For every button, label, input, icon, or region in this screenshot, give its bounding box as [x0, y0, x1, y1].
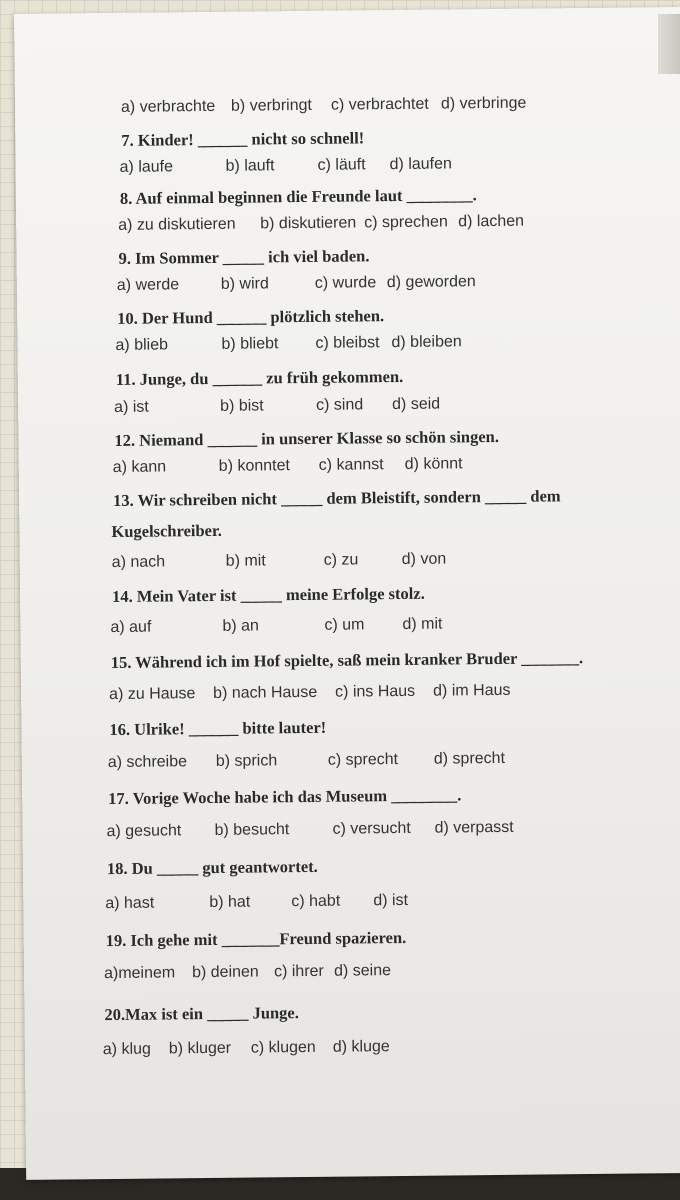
- option-a[interactable]: a) zu Hause: [109, 685, 196, 704]
- options-row-q11: [114, 394, 634, 416]
- question-20-prompt: 20.Max ist ein _____ Junge.: [104, 1003, 299, 1025]
- options-row-q7: [119, 153, 640, 176]
- option-a[interactable]: a) hast: [105, 894, 155, 913]
- question-18-prompt: 18. Du _____ gut geantwortet.: [106, 856, 318, 879]
- option-d[interactable]: d) mit: [402, 615, 443, 633]
- option-d[interactable]: d) bleiben: [391, 333, 462, 352]
- option-d[interactable]: d) verbringe: [440, 94, 527, 113]
- options-row-q19: [103, 960, 624, 983]
- option-b[interactable]: b) wird: [220, 275, 269, 293]
- option-a[interactable]: a) schreibe: [107, 753, 188, 772]
- options-row-q10: [115, 332, 635, 354]
- option-d[interactable]: d) verpasst: [434, 818, 514, 837]
- question-8-prompt: 8. Auf einmal beginnen die Freunde laut ________.: [119, 185, 477, 208]
- option-b[interactable]: b) mit: [225, 552, 266, 570]
- option-a[interactable]: a) verbrachte: [120, 97, 216, 116]
- option-b[interactable]: b) bliebt: [221, 335, 279, 353]
- option-d[interactable]: d) sprecht: [433, 749, 506, 768]
- option-a[interactable]: a) zu diskutieren: [118, 215, 236, 234]
- option-c[interactable]: c) habt: [291, 892, 341, 911]
- option-d[interactable]: d) von: [401, 550, 447, 568]
- options-row-q16: [107, 749, 628, 772]
- option-d[interactable]: d) ist: [373, 891, 409, 910]
- option-b[interactable]: b) hat: [209, 893, 251, 912]
- options-row-q13: [111, 549, 632, 572]
- option-b[interactable]: b) sprich: [215, 752, 278, 770]
- options-row-q14: [110, 614, 630, 637]
- option-c[interactable]: c) ihrer: [273, 962, 324, 981]
- option-b[interactable]: b) lauft: [225, 157, 275, 175]
- question-16-prompt: 16. Ulrike! ______ bitte lauter!: [109, 717, 327, 740]
- option-c[interactable]: c) sind: [316, 396, 364, 414]
- question-13-prompt: 13. Wir schreiben nicht _____ dem Bleistift, sondern _____ dem: [113, 486, 561, 510]
- option-a[interactable]: a) laufe: [119, 158, 174, 176]
- option-c[interactable]: c) wurde: [314, 274, 377, 292]
- options-row-q6: [120, 93, 641, 116]
- option-c[interactable]: c) ins Haus: [335, 682, 416, 701]
- option-c[interactable]: c) kannst: [318, 456, 384, 474]
- option-d[interactable]: d) seine: [333, 962, 392, 980]
- question-12-prompt: 12. Niemand ______ in unserer Klasse so schön singen.: [114, 426, 500, 450]
- option-d[interactable]: d) geworden: [386, 273, 476, 292]
- option-b[interactable]: b) verbringt: [230, 96, 312, 115]
- options-row-q15: [109, 680, 649, 704]
- option-a[interactable]: a) auf: [110, 618, 152, 637]
- question-7-prompt: 7. Kinder! ______ nicht so schnell!: [121, 128, 365, 150]
- option-d[interactable]: d) laufen: [389, 155, 452, 174]
- options-row-q8: [118, 211, 638, 234]
- option-a[interactable]: a)meinem: [103, 964, 176, 983]
- option-c[interactable]: c) sprecht: [327, 751, 399, 769]
- option-c[interactable]: c) verbrachtet: [330, 95, 429, 114]
- options-row-q9: [116, 271, 637, 294]
- option-a[interactable]: a) gesucht: [106, 822, 182, 841]
- option-d[interactable]: d) seid: [392, 395, 441, 414]
- option-a[interactable]: a) klug: [102, 1040, 151, 1059]
- question-9-prompt: 9. Im Sommer _____ ich viel baden.: [118, 246, 370, 268]
- option-a[interactable]: a) werde: [116, 276, 180, 294]
- options-row-q20: [102, 1036, 623, 1059]
- option-b[interactable]: b) diskutieren: [260, 214, 357, 233]
- option-a[interactable]: a) kann: [112, 458, 167, 476]
- option-b[interactable]: b) konntet: [218, 457, 290, 475]
- option-d[interactable]: d) lachen: [458, 212, 525, 231]
- question-15-prompt: 15. Während ich im Hof spielte, saß mein kranker Bruder _______.: [110, 648, 584, 673]
- worksheet-page: [14, 7, 680, 1180]
- option-b[interactable]: b) bist: [220, 397, 264, 415]
- options-row-q17: [106, 818, 626, 841]
- option-a[interactable]: a) nach: [111, 553, 166, 572]
- option-a[interactable]: a) ist: [114, 398, 149, 416]
- question-17-prompt: 17. Vorige Woche habe ich das Museum ________.: [108, 785, 462, 809]
- option-c[interactable]: c) klugen: [250, 1038, 316, 1057]
- options-row-q12: [112, 454, 633, 476]
- option-c[interactable]: c) bleibst: [315, 334, 380, 352]
- page-fold-shadow: [658, 14, 680, 74]
- option-c[interactable]: c) läuft: [317, 156, 366, 174]
- options-row-q18: [105, 890, 625, 913]
- option-c[interactable]: c) zu: [323, 551, 359, 569]
- option-b[interactable]: b) kluger: [168, 1039, 232, 1058]
- option-b[interactable]: b) besucht: [214, 821, 290, 839]
- option-c[interactable]: c) sprechen: [364, 213, 448, 232]
- option-d[interactable]: d) im Haus: [433, 681, 511, 700]
- option-d[interactable]: d) könnt: [404, 455, 463, 473]
- option-b[interactable]: b) nach Hause: [213, 683, 318, 702]
- question-10-prompt: 10. Der Hund ______ plötzlich stehen.: [117, 306, 385, 328]
- option-a[interactable]: a) blieb: [115, 336, 169, 354]
- question-19-prompt: 19. Ich gehe mit _______Freund spazieren.: [105, 927, 407, 951]
- question-13-prompt-continued: Kugelschreiber.: [111, 520, 222, 542]
- option-c[interactable]: c) versucht: [332, 819, 411, 838]
- option-c[interactable]: c) um: [324, 616, 365, 634]
- option-d[interactable]: d) kluge: [332, 1038, 390, 1056]
- option-b[interactable]: b) deinen: [191, 963, 259, 982]
- question-11-prompt: 11. Junge, du ______ zu früh gekommen.: [115, 366, 404, 389]
- option-b[interactable]: b) an: [222, 617, 259, 635]
- question-14-prompt: 14. Mein Vater ist _____ meine Erfolge stolz.: [112, 583, 425, 607]
